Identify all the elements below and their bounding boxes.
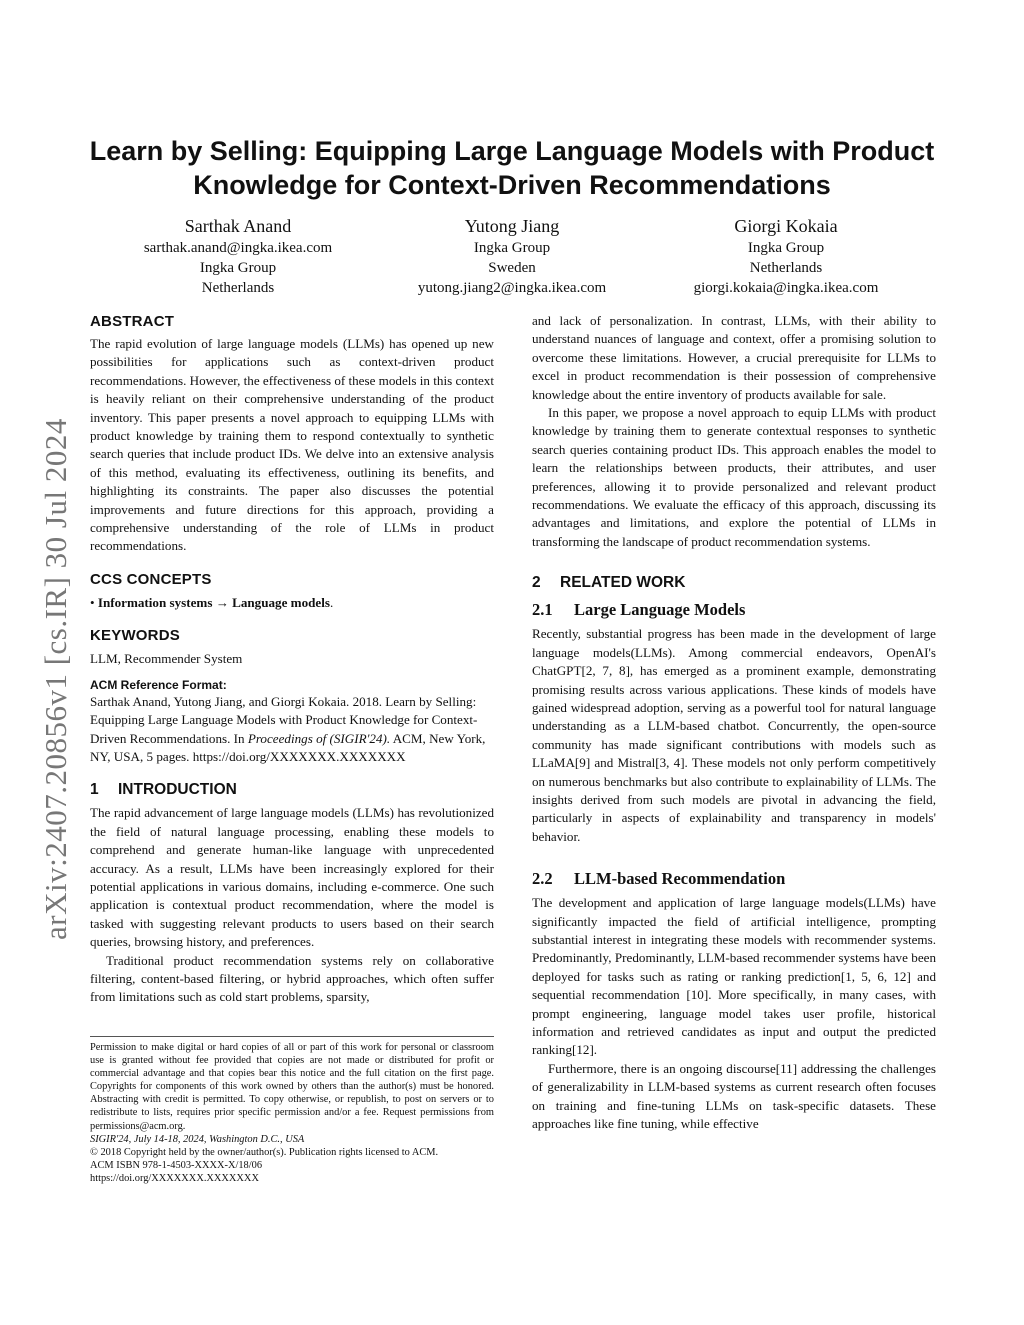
acm-reference-main: Sarthak Anand, Yutong Jiang, and Giorgi Kokaia. 2018. Learn by Selling: Equipping Large Language Models with Product Knowledge for Context-Driven Recommendations. In	[90, 693, 478, 746]
ccs-period: .	[329, 594, 334, 610]
ccs-concepts	[90, 594, 494, 612]
acm-reference-text	[90, 693, 494, 767]
intro-paragraph-3: In this paper, we propose a novel approach to equip LLMs with product knowledge by training them to generate contextual responses to synthetic search queries containing product IDs. This approach enables the model to learn the relationships between products, their attributes, and user preferences, allowing it to provide personalized and relevant product recommendations. We evaluate the efficacy of this approach, discussing its advantages and limitations, and explore the potential of LLMs in transforming the landscape of product recommendation systems.	[532, 405, 936, 549]
acm-reference-proceedings: Proceedings of (SIGIR'24).	[247, 730, 391, 746]
ccs-subitem: Language models	[232, 594, 330, 610]
abstract-text: The rapid evolution of large language models (LLMs) has opened up new possibilities for applications such as context-driven product recommendations. However, the effectiveness of these models in this context is heavily reliant on their comprehensive understanding of the product inventory. This paper presents a novel approach to equipping LLMs with product knowledge by training them to respond contextually to synthetic search queries that include product IDs. We delve into an extensive analysis of this method, evaluating its effectiveness, outlining its benefits, and highlighting its constraints. The paper also discusses the potential improvements and future directions for this approach, providing a comprehensive understanding of the role of LLMs in product recommendations.	[90, 336, 494, 554]
subsection-title: LLM-based Recommendation	[574, 869, 786, 889]
author-email: yutong.jiang2@ingka.ikea.com	[417, 280, 607, 296]
author-affiliation: Ingka Group	[473, 240, 551, 256]
author-affiliation: Ingka Group	[747, 240, 825, 256]
intro-paragraph-1: The rapid advancement of large language models (LLMs) has revolutionized the field of natural language processing, enabling these models to comprehend and generate human-like language with unprecedented accuracy. As a result, LLMs have been increasingly explored for their potential applications in various domains, including e-commerce. One such application is contextual product recommendation, where the model is tasked with suggesting relevant products to users based on their search queries, browsing history, and preferences.	[90, 805, 494, 950]
ccs-bullet: •	[90, 594, 95, 610]
keywords-heading: KEYWORDS	[90, 627, 180, 645]
author-email: sarthak.anand@ingka.ikea.com	[143, 240, 333, 256]
doi-line: https://doi.org/XXXXXXX.XXXXXXX	[90, 1172, 259, 1184]
acm-reference-label: ACM Reference Format:	[90, 677, 227, 692]
left-column	[90, 312, 494, 1007]
author-2	[384, 214, 640, 298]
author-name: Yutong Jiang	[464, 216, 560, 236]
llm-paragraph: Recently, substantial progress has been made in the development of large language models(LLMs). Among commercial endeavors, OpenAI's ChatGPT[2, 7, 8], has emerged as a prominent example, demonstrating promising results across various applications. These kinds of models have gained widespread adoption, serving as a powerful tool for natural language understanding as a LLM-based chatbot. Concurrently, the open-source community has made significant contributions with models such as LLaMA[9] and Mistral[3, 4]. These models not only perform competitively on numerous benchmarks but also contribute to explainability of LLMs. The insights derived from such models are pivotal in advancing the field, particularly in aspects of explainability and transparency in models' behavior.	[532, 626, 936, 844]
right-column	[532, 312, 936, 1133]
section-title: INTRODUCTION	[118, 781, 237, 799]
author-affiliation: Ingka Group	[199, 260, 277, 276]
author-name: Giorgi Kokaia	[734, 216, 838, 236]
llm-rec-paragraph-2: Furthermore, there is an ongoing discourse[11] addressing the challenges of generalizability in LLM-based systems as current research often focuses on training and fine-tuning LLMs on task-specific datasets. These approaches like fine tuning, while effective	[532, 1060, 936, 1132]
copyright-line: © 2018 Copyright held by the owner/author(s). Publication rights licensed to ACM.	[90, 1146, 439, 1158]
venue-line: SIGIR'24, July 14-18, 2024, Washington D.C., USA	[90, 1133, 305, 1145]
llm-rec-paragraph-1: The development and application of large language models(LLMs) have significantly impacted the field of artificial intelligence, prompting substantial interest in integrating these models with recommender systems. Predominantly, Predominantly, LLM-based recommender systems have been deployed for tasks such as rating or ranking prediction[1, 5, 6, 12] and sequential recommendation [10]. More specifically, in many cases, with prompt engineering, language model takes user profile, historical information and retrieved candidates as input and output the predicted ranking[12].	[532, 895, 936, 1058]
author-1	[110, 214, 366, 298]
section-number: 2	[532, 574, 541, 592]
subsection-title: Large Language Models	[574, 600, 746, 620]
subsection-2-2-heading	[532, 868, 936, 890]
subsection-number: 2.2	[532, 869, 553, 889]
author-name: Sarthak Anand	[184, 216, 292, 236]
author-country: Sweden	[488, 260, 536, 276]
ccs-item: Information systems	[97, 594, 213, 610]
ccs-arrow: →	[215, 594, 229, 610]
copyright-footnote	[90, 1036, 494, 1185]
related-work-heading	[532, 573, 936, 593]
intro-heading	[90, 780, 494, 800]
isbn-line: ACM ISBN 978-1-4503-XXXX-X/18/06	[90, 1159, 263, 1171]
keywords-text: LLM, Recommender System	[90, 651, 243, 667]
section-title: RELATED WORK	[560, 574, 686, 592]
abstract-heading: ABSTRACT	[90, 313, 175, 330]
author-country: Netherlands	[749, 260, 823, 276]
author-email: giorgi.kokaia@ingka.ikea.com	[693, 280, 879, 296]
author-country: Netherlands	[201, 280, 275, 296]
ccs-heading: CCS CONCEPTS	[90, 570, 212, 588]
subsection-2-1-heading	[532, 599, 936, 621]
intro-paragraph-2-continued: and lack of personalization. In contrast, LLMs, with their ability to understand nuances of language and context, offer a promising solution to overcome these limitations. However, a crucial prerequisite for LLMs to excel in product recommendation is their possession of comprehensive knowledge about the entire inventory of products available for sale.	[532, 313, 936, 402]
author-3	[658, 214, 914, 298]
section-number: 1	[90, 781, 99, 799]
acm-reference-tail: ACM, New York, NY, USA, 5 pages. https://doi.org/XXXXXXX.XXXXXXX	[90, 730, 486, 764]
intro-paragraph-2: Traditional product recommendation systems rely on collaborative filtering, content-based filtering, or hybrid approaches, which often suffer from limitations such as cold start problems, sparsity,	[90, 952, 494, 1005]
permission-notice: Permission to make digital or hard copies of all or part of this work for personal or classroom use is granted without fee provided that copies are not made or distributed for profit or commercial advantage and that copies bear this notice and the full citation on the first page. Copyrights for components of this work owned by others than the author(s) must be honored. Abstracting with credit is permitted. To copy otherwise, or republish, to post on servers or to redistribute to lists, requires prior specific permission and/or a fee. Request permissions from permissions@acm.org.	[90, 1042, 494, 1132]
paper-title: Learn by Selling: Equipping Large Language Models with Product Knowledge for Context-Driven Recommendations	[89, 136, 935, 200]
arxiv-sidebar-stamp: arXiv:2407.20856v1 [cs.IR] 30 Jul 2024	[38, 418, 73, 940]
subsection-number: 2.1	[532, 600, 553, 620]
